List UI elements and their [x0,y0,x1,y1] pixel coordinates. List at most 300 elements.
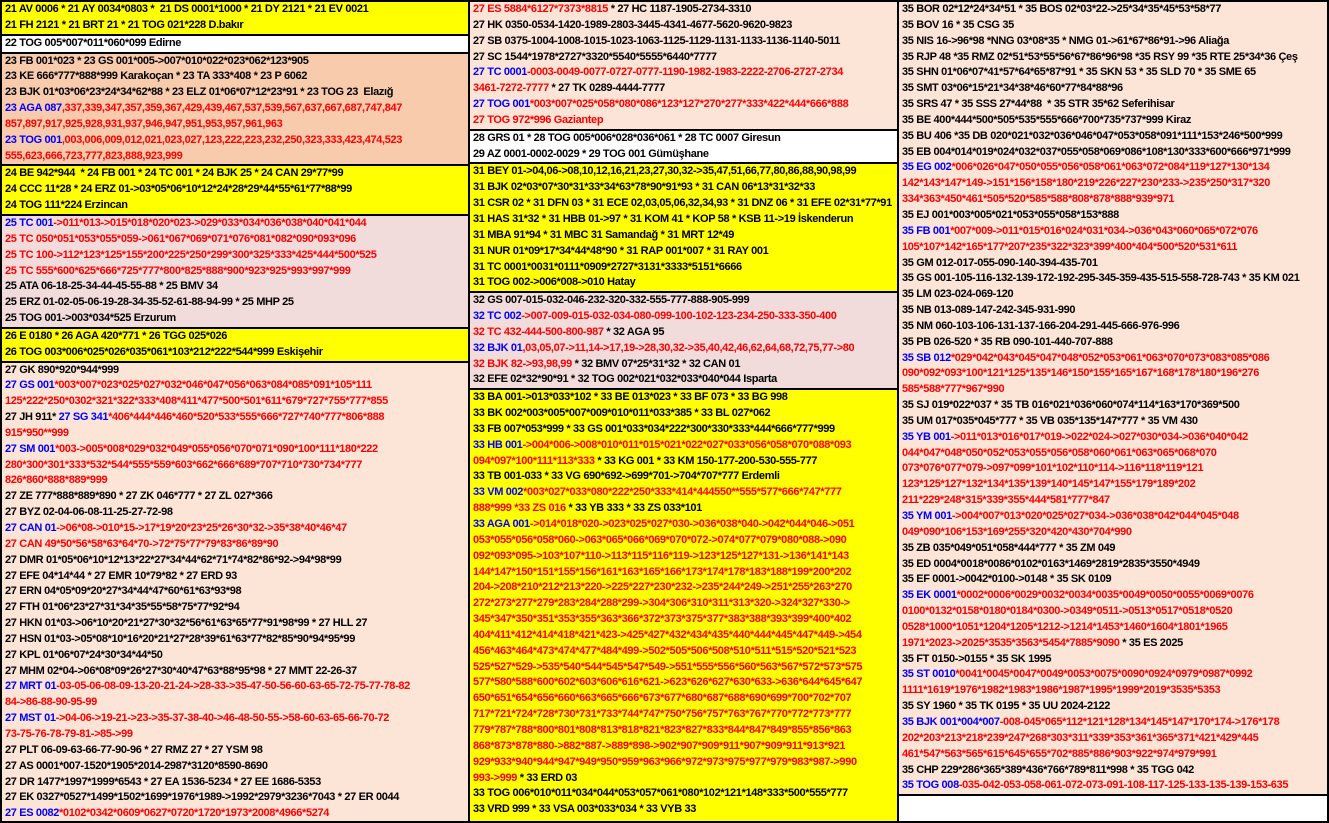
plate-row [899,747,1327,763]
plate-row [899,652,1327,668]
plate-row [2,101,468,117]
plate-segment: 525*527*529->535*540*544*545*547*549->551*555*556*560*563*567*572*573*575 [473,660,863,673]
plate-row [2,198,468,214]
column-3 [899,2,1327,821]
plate-row [470,517,897,533]
plate-segment: *007*009->011*015*016*024*031*034->036*043*060*065*072*076 [950,224,1258,237]
province-block [899,796,1327,821]
plate-row [2,54,468,70]
plate-row [470,422,897,438]
plate-row [470,644,897,660]
plate-row [899,683,1327,699]
plate-segment: 27 PLT 06-09-63-66-77-90-96 * 27 RMZ 27 * 27 YSM 98 [5,743,263,756]
plate-row [470,691,897,707]
plate-segment: 27 SM 001 [5,442,56,455]
plate-row [899,34,1327,50]
plate-segment: *0041*0045*0047*0049*0053*0075*0090*0924*0979*0987*0992 [955,668,1253,681]
plate-segment: 35 ST 0010 [902,668,956,681]
plate-segment: -008-045*065*112*121*128*134*145*147*170*174->176*178 [999,715,1280,728]
plate-row [470,739,897,755]
plate-segment: -035-042-053-058-061-072-073-091-108-117-125-133-135-139-153-635 [958,779,1289,792]
plate-row [899,351,1327,367]
plate-row [2,584,468,600]
plate-row [899,129,1327,145]
plate-segment: 27 TOG 001 [473,98,530,111]
plate-segment: 461*547*563*565*615*645*655*702*885*886*903*922*974*979*991 [902,747,1217,760]
plate-segment: 84->86-88-90-95-99 [5,696,97,709]
plate-row [470,293,897,309]
plate-row [899,366,1327,382]
plate-row [899,509,1327,525]
plate-row [470,275,897,291]
plate-row [2,149,468,165]
plate-row [2,410,468,426]
plate-segment: 31 TC 0001*0031*0111*0909*2727*3131*3333*5151*6666 [473,260,742,273]
plate-row [470,660,897,676]
plate-segment: 090*092*093*100*121*125*135*146*150*155*165*167*168*178*180*196*276 [902,367,1260,380]
province-block [2,54,468,167]
plate-segment: ->011*013*016*017*019->022*024->027*030*034->036*040*042 [950,430,1248,443]
plate-segment: 1971*2023->2025*3535*3563*5454*7885*9090 [902,636,1120,649]
province-block [470,293,897,390]
plate-row [899,192,1327,208]
plate-row [2,232,468,248]
plate-row [470,755,897,771]
plate-segment: * 32 AGA 95 [603,325,665,338]
plate-segment: 27 FTH 01*06*23*27*31*34*35*55*58*75*77*92*94 [5,601,240,614]
plate-row [2,648,468,664]
plate-segment: 33 FB 007*053*999 * 33 GS 001*033*034*222*300*330*333*444*666*777*999 [473,422,835,435]
province-block [899,2,1327,796]
plate-segment: 35 BE 400*444*500*505*535*555*666*700*735*737*999 Kiraz [902,113,1192,126]
plate-segment: 35 SHN 01*06*07*41*57*64*65*87*91 * 35 SKN 53 * 35 SLD 70 * 35 SME 65 [902,66,1256,79]
plate-segment: 27 SC 1544*1978*2727*3320*5540*5555*6440*7777 [473,50,717,63]
province-block [2,216,468,329]
plate-row [2,759,468,775]
plate-segment: 27 HKN 01*03->06*10*20*21*27*30*32*56*61*63*65*77*91*98*99 * 27 HLL 27 [5,617,368,630]
plate-row [2,600,468,616]
plate-row [899,715,1327,731]
plate-row [899,382,1327,398]
province-block [470,390,897,821]
plate-row [470,244,897,260]
plate-segment: 053*055*056*058*060->063*065*066*069*070*072->074*077*079*080*088->090 [473,533,847,546]
plate-segment: 35 FB 001 [902,224,951,237]
plate-segment: 993->999 [473,771,517,784]
plate-row [470,438,897,454]
plate-row [470,501,897,517]
plate-row [899,430,1327,446]
plate-segment: 27 GS 001 [5,379,55,392]
plate-row [899,65,1327,81]
plate-segment: -03-05-06-08-09-13-20-21-24->28-33->35-47-50-56-60-63-65-72-75-77-78-82 [56,680,410,693]
plate-row [470,565,897,581]
plate-segment: 27 EK 0327*0527*1499*1502*1699*1976*1989->1992*2979*3236*7043 * 27 ER 0044 [5,791,400,804]
plate-row [2,182,468,198]
plate-row [470,228,897,244]
plate-segment: 142*143*147*149->151*156*158*180*219*226*227*230*233->235*250*317*320 [902,177,1270,190]
plate-segment: 35 SB 012 [902,351,951,364]
plate-segment: 27 JH 911* [5,411,59,424]
plate-segment: *0102*0342*0609*0627*0720*1720*1973*2008*4966*5274 [59,807,330,820]
plate-row [899,557,1327,573]
plate-row [470,50,897,66]
plate-segment: 0528*1000*1051*1204*1205*1212->1214*1453*1460*1604*1801*1965 [902,620,1228,633]
plate-segment: 35 EK 0001 [902,589,957,602]
plate-segment: 929*933*940*944*947*949*950*959*963*966*972*973*975*977*979*983*987->990 [473,755,857,768]
plate-segment: 826*860*888*889*999 [5,474,108,487]
plate-segment: *029*042*043*045*047*048*052*053*061*063*070*073*083*085*086 [950,351,1270,364]
plate-row [899,763,1327,779]
plate-row [2,394,468,410]
plate-segment: 33 HB 001 [473,438,523,451]
plate-segment: 1111*1619*1976*1982*1983*1986*1987*1995*1999*2019*3535*5353 [902,684,1221,697]
plate-segment: 26 TOG 003*006*025*026*035*061*103*212*222*544*999 Eskişehir [5,345,323,358]
plate-segment: 27 ZE 777*888*889*890 * 27 ZK 046*777 * 27 ZL 027*366 [5,490,273,503]
plate-segment: 21 FH 2121 * 21 BRT 21 * 21 TOG 021*228 D.bakır [5,18,244,31]
plate-segment: * 32 BMV 07*25*31*32 * 32 CAN 01 [571,357,741,370]
plate-row [899,208,1327,224]
plate-segment: 35 EG 002 [902,161,952,174]
plate-row [899,525,1327,541]
plate-segment: 650*651*654*656*660*663*665*666*673*677*680*687*688*690*699*700*702*707 [473,692,852,705]
plate-row [470,147,897,163]
plate-segment: 27 ES 5884*6127*7373*8815 [473,3,608,15]
plate-row [2,18,468,34]
plate-row [2,279,468,295]
plate-segment: 23 FB 001*023 * 23 GS 001*005->007*010*022*023*062*123*905 [5,54,309,67]
plate-row [899,160,1327,176]
plate-row [470,549,897,565]
plate-row [899,446,1327,462]
plate-segment: 31 MBA 91*94 * 31 MBC 31 Samandağ * 31 MRT 12*49 [473,228,734,241]
plate-segment: 33 BA 001->013*033*102 * 33 BE 013*023 * 33 BF 073 * 33 BG 998 [473,391,788,404]
plate-segment: 27 GK 890*920*944*999 [5,363,119,376]
province-block [2,166,468,216]
province-block [470,164,897,293]
plate-segment: 25 TC 100->112*123*125*155*200*225*250*299*300*325*333*425*444*500*525 [5,248,377,261]
plate-segment: 35 NM 060-103-106-131-137-166-204-291-445-666-976-996 [902,319,1180,332]
plate-segment: 27 BYZ 02-04-06-08-11-25-27-72-98 [5,506,173,519]
plate-row [2,537,468,553]
plate-segment: 32 EFE 02*32*90*91 * 32 TOG 002*021*032*033*040*044 Isparta [473,373,777,386]
plate-row [899,81,1327,97]
plate-row [899,287,1327,303]
plate-segment: ->004*007*013*020*025*027*034->036*038*042*044*045*048 [951,510,1239,522]
plate-row [899,493,1327,509]
plate-segment: 144*147*150*151*155*156*161*163*165*166*173*174*178*183*188*199*200*202 [473,565,852,578]
plate-row [470,97,897,113]
plate-row [899,176,1327,192]
plate-segment: *003*027*033*080*222*250*333*414*444550**555*577*666*747*777 [523,486,842,499]
plate-segment: 35 GS 001-105-116-132-139-172-192-295-345-359-435-515-558-728-743 * 35 KM 021 [902,272,1300,285]
plate-segment: 35 BOR 02*12*24*34*51 * 35 BOS 02*03*22->25*34*35*45*53*58*77 [902,3,1222,15]
plate-segment: 31 HAS 31*32 * 31 HBB 01->97 * 31 KOM 41 * KOP 58 * KSB 11->19 İskenderun [473,212,854,225]
plate-row [470,113,897,129]
plate-row [470,131,897,147]
plate-segment: * 35 ES 2025 [1119,636,1183,649]
plate-row [899,271,1327,287]
plate-row [2,727,468,743]
plate-row [2,521,468,537]
plate-row [2,473,468,489]
plate-row [899,796,1327,812]
plate-segment: 24 CCC 11*28 * 24 ERZ 01->03*05*06*10*12*24*28*29*44*55*61*77*88*99 [5,183,352,196]
plate-segment: 334*363*450*461*505*520*585*588*808*878*888*939*971 [902,193,1175,206]
plate-row [899,731,1327,747]
plate-segment: 27 ES 0082 [5,807,59,820]
plate-segment: 27 TOG 972*996 Gaziantep [473,113,604,126]
plate-row [899,2,1327,18]
plate-row [470,802,897,818]
plate-segment: 585*588*777*967*990 [902,383,1005,396]
plate-row [2,775,468,791]
plate-segment: 32 TC 432-444-500-800-987 [473,325,604,338]
plate-row [470,596,897,612]
plate-segment: 27 CAN 49*50*56*58*63*64*70->72*75*77*79*83*86*89*90 [5,537,279,550]
plate-row [2,329,468,345]
plate-segment: 857,897,917,925,928,931,937,946,947,951,953,957,961,963 [5,117,283,130]
plate-segment: 35 ED 0004*0018*0086*0102*0163*1469*2819*2835*3550*4949 [902,557,1200,570]
plate-segment: 35 FT 0150->0155 * 35 SK 1995 [902,652,1052,665]
plate-segment: * 27 TK 0289-4444-7777 [548,82,665,95]
plate-row [470,707,897,723]
plate-row [470,65,897,81]
plate-segment: 105*107*142*165*177*207*235*322*323*399*400*404*500*520*531*611 [902,240,1238,253]
plate-row [899,145,1327,161]
plate-row [2,166,468,182]
plate-row [2,489,468,505]
plate-segment: 35 ZB 035*049*051*058*444*777 * 35 ZM 049 [902,541,1116,554]
plate-row [899,18,1327,34]
plate-segment: 0100*0132*0158*0180*0184*0300->0349*0511->0513*0517*0518*0520 [902,605,1233,618]
column-1 [2,2,470,821]
plate-row [470,260,897,276]
plate-segment: 779*787*788*800*801*808*813*818*821*823*827*833*844*847*849*855*856*863 [473,723,852,736]
plate-row [899,699,1327,715]
plate-segment: 31 NUR 01*09*17*34*44*48*90 * 31 RAP 001*007 * 31 RAY 001 [473,244,769,257]
plate-segment: 35 BJK 001*004*007 [902,715,1000,728]
plate-segment: 35 SY 1960 * 35 TK 0195 * 35 UU 2024-2122 [902,700,1111,713]
plate-row [470,164,897,180]
plate-row [2,695,468,711]
plate-segment: 555,623,666,723,777,823,888,923,999 [5,149,183,162]
plate-segment: *406*444*446*460*520*533*555*666*727*740*777*806*888 [108,411,385,424]
plate-segment: 27 MST 01 [5,712,56,725]
plate-row [2,295,468,311]
plate-segment: * 33 YB 333 * 33 ZS 033*101 [565,502,702,515]
plate-row [2,632,468,648]
plate-row [2,426,468,442]
plate-row [899,303,1327,319]
plate-segment: 24 BE 942*944 * 24 FB 001 * 24 TC 001 * 24 BJK 25 * 24 CAN 29*77*99 [5,167,344,180]
plate-row [899,97,1327,113]
plate-row [470,580,897,596]
plate-segment: 044*047*048*050*052*053*055*056*058*060*061*063*065*068*070 [902,446,1217,459]
plate-segment: 35 SMT 03*06*15*21*34*38*46*60*77*84*88*96 [902,82,1123,95]
plate-segment: 27 SB 0375-1004-1008-1015-1023-1063-1125-1129-1131-1133-1136-1140-5011 [473,34,840,47]
plate-segment: 35 EF 0001->0042*0100->0148 * 35 SK 0109 [902,573,1112,586]
plate-segment: ->06*08->010*15->17*19*20*23*25*26*30*32->35*38*40*46*47 [56,522,347,534]
plate-segment: 202*203*213*218*239*247*268*303*311*339*353*361*365*371*421*429*445 [902,731,1259,744]
column-2 [470,2,899,821]
plate-row [899,113,1327,129]
plate-segment: 27 ERN 04*05*09*20*27*34*44*47*60*61*63*93*98 [5,585,242,598]
plate-segment: 33 AGA 001 [473,518,530,530]
plate-segment: 25 TC 555*600*625*666*725*777*800*825*888*900*923*925*993*997*999 [5,264,351,277]
plate-segment: 456*463*464*473*474*477*484*499->502*505*506*508*510*511*515*520*521*523 [473,644,857,657]
plate-segment: 26 E 0180 * 26 AGA 420*771 * 26 TGG 025*026 [5,329,228,342]
plate-segment: 35 NB 013-089-147-242-345-931-990 [902,304,1076,317]
plate-segment: 35 SRS 47 * 35 SSS 27*44*88 * 35 STR 35*62 Seferihisar [902,98,1175,111]
plate-segment: 35 BOV 16 * 35 CSG 35 [902,18,1014,31]
plate-segment: 35 TOG 008 [902,779,959,792]
plate-row [470,325,897,341]
plate-segment: 868*873*878*880->882*887->889*898->902*907*909*911*907*909*911*913*921 [473,739,846,752]
plate-row [470,406,897,422]
plate-row [2,264,468,280]
plate-row [470,341,897,357]
plate-segment: 27 CAN 01 [5,522,57,534]
plate-segment: 25 ATA 06-18-25-34-44-45-55-88 * 25 BMV 34 [5,280,218,293]
plate-segment: 35 UM 017*035*045*777 * 35 VB 035*135*147*777 * 35 VM 430 [902,414,1198,427]
plate-segment: 092*093*095->103*107*110->113*115*116*119->123*125*127*131->136*141*143 [473,549,849,562]
plate-segment: 33 VRD 999 * 33 VSA 003*033*034 * 33 VYB 33 [473,803,697,816]
plate-row [899,414,1327,430]
plate-row [2,679,468,695]
plate-row [899,477,1327,493]
plate-segment: ,003,006,009,012,021,023,027,123,222,223,232,250,323,333,423,474,523 [61,133,403,146]
plate-segment: 23 TOG 001 [5,133,62,146]
plate-segment: 272*273*277*279*283*284*288*299->304*306*310*311*313*320->324*327*330-> [473,597,850,610]
plate-segment: 3461-7272-7777 [473,82,549,95]
plate-segment: 094*097*100*111*113*333 [473,454,595,467]
plate-segment: ->014*018*020->023*025*027*030->036*038*040->042*044*046->051 [529,518,855,530]
plate-row [2,69,468,85]
plate-row [470,723,897,739]
plate-segment: 32 GS 007-015-032-046-232-320-332-555-777-888-905-999 [473,294,750,307]
plate-row [2,216,468,232]
plate-row [2,363,468,379]
plate-segment: 35 GM 012-017-055-090-140-394-435-701 [902,256,1098,269]
plate-segment: 35 RJP 48 *35 RMZ 02*51*53*55*56*67*86*96*98 *35 RSY 99 *35 RTE 25*34*36 Çeş [902,50,1298,63]
plate-row [470,309,897,325]
plate-row [899,461,1327,477]
province-block [2,363,468,821]
plate-row [470,212,897,228]
plate-segment: *0002*0006*0029*0032*0034*0035*0049*0050*0055*0069*0076 [956,589,1254,602]
plate-row [2,248,468,264]
plate-row [899,572,1327,588]
plate-row [470,469,897,485]
province-block [2,329,468,363]
plate-segment: 23 AGA 087 [5,102,62,115]
plate-segment: 35 SJ 019*022*037 * 35 TB 016*021*036*060*074*114*163*170*369*500 [902,399,1240,412]
plate-segment: 32 BJK 01 [473,341,523,354]
plate-row [470,390,897,406]
plate-segment: 27 TC 0001 [473,66,527,79]
plate-segment: * 27 HC 1187-1905-2734-3310 [608,3,752,15]
plate-segment: 35 YM 001 [902,510,952,522]
plate-row [899,256,1327,272]
plate-row [2,442,468,458]
plate-segment: *003->005*008*029*032*049*055*056*070*071*090*100*111*180*222 [55,442,378,455]
plate-row [470,612,897,628]
plate-row [899,335,1327,351]
plate-segment: 23 BJK 01*03*06*23*24*34*62*88 * 23 ELZ 01*06*07*12*23*91 * 23 TOG 23 Elazığ [5,86,394,99]
plate-row [2,616,468,632]
plate-segment: ->004*006->008*010*011*015*021*022*027*033*056*058*070*088*093 [522,438,852,451]
plate-row [2,806,468,821]
plate-segment: 35 EJ 001*003*005*021*053*055*058*153*888 [902,208,1119,221]
plate-row [470,34,897,50]
plate-segment: 33 BK 002*003*005*007*009*010*011*033*385 * 33 BL 027*062 [473,407,771,420]
plate-segment: 32 BJK 82->93,98,99 [473,357,572,370]
plate-row [470,357,897,373]
plate-row [470,533,897,549]
plate-segment: 345*347*350*351*353*355*363*366*372*373*375*377*383*388*393*399*400*402 [473,613,852,626]
plate-segment: 073*076*077*079->097*099*101*102*110*114->116*118*119*121 [902,462,1204,475]
plate-row [2,345,468,361]
plate-segment: * 33 KG 001 * 33 KM 150-177-200-530-555-777 [594,454,818,467]
plate-row [470,771,897,787]
plate-segment: 35 EB 004*014*019*024*032*037*055*058*069*086*108*130*333*600*666*971*999 [902,145,1291,158]
plate-row [2,85,468,101]
plate-segment: *003*007*023*025*027*032*046*047*056*063*084*085*091*105*111 [54,379,372,392]
plate-segment: 33 TB 001-033 * 33 VG 690*692->699*701->704*707*777 Erdemli [473,470,780,483]
plate-segment: 25 ERZ 01-02-05-06-19-28-34-35-52-61-88-94-99 * 25 MHP 25 [5,296,294,309]
plate-segment: 25 TC 050*051*053*055*059->061*067*069*071*076*081*082*090*093*096 [5,232,356,245]
plate-segment: 31 CSR 02 * 31 DFN 03 * 31 ECE 02,03,05,06,32,34,93 * 31 DNZ 06 * 31 EFE 02*31*77*91 [473,197,892,210]
plate-segment: 28 GRS 01 * 28 TOG 005*006*028*036*061 * 28 TC 0007 Giresun [473,131,781,144]
plate-segment: 049*090*106*153*169*255*320*420*430*704*990 [902,525,1132,538]
plate-row [899,636,1327,652]
plate-row [470,628,897,644]
plate-row [470,485,897,501]
plate-row [470,180,897,196]
plate-segment: 24 TOG 111*224 Erzincan [5,199,128,212]
plate-row [470,675,897,691]
plate-row [2,36,468,52]
plate-segment: 27 MHM 02*04->06*08*09*26*27*30*40*47*63*88*95*98 * 27 MMT 22-26-37 [5,664,357,677]
plate-segment: ,03,05,07->11,14->17,19->28,30,32->35,40,42,46,62,64,68,72,75,77->80 [522,341,855,354]
plate-segment: 32 TC 002 [473,310,522,323]
plate-segment: 27 MRT 01 [5,680,57,693]
plate-row [470,454,897,470]
plate-segment: 204->208*210*212*213*220->225*227*230*232->235*244*249->251*255*263*270 [473,581,852,594]
plate-segment: 23 KE 666*777*888*999 Karakoçan * 23 TA 333*408 * 23 P 6062 [5,70,308,83]
plate-segment: 125*222*250*0302*321*322*333*408*411*477*500*501*611*679*727*755*777*855 [5,395,388,408]
plate-segment: -0003-0049-0077-0727-0777-1190-1982-1983-2222-2706-2727-2734 [526,66,843,79]
plate-segment: 27 HSN 01*03->05*08*10*16*20*21*27*28*39*61*63*77*82*85*90*94*95*99 [5,632,355,645]
plate-segment: 25 TOG 001->003*034*525 Erzurum [5,312,176,325]
plate-row [899,778,1327,794]
plate-segment: 27 EFE 04*14*44 * 27 EMR 10*79*82 * 27 ERD 93 [5,569,237,582]
plate-segment: 33 VM 002 [473,486,524,499]
plate-segment: 717*721*724*728*730*731*733*744*747*750*756*757*763*767*770*772*773*777 [473,708,852,721]
province-block [470,131,897,165]
province-block [2,2,468,36]
plate-row [899,50,1327,66]
plate-segment: 27 HK 0350-0534-1420-1989-2803-3445-4341-4677-5620-9620-9823 [473,18,793,31]
plate-segment: 21 AV 0006 * 21 AY 0034*0803 * 21 DS 0001*1000 * 21 DY 2121 * 21 EV 0021 [5,3,369,15]
plate-segment: 35 LM 023-024-069-120 [902,288,1014,301]
plate-row [470,2,897,18]
plate-segment: 915*950**999 [5,426,69,439]
plate-segment: 35 NIS 16->96*98 *NNG 03*08*35 * NMG 01->61*67*86*91->96 Aliağa [902,34,1230,47]
plate-row [899,588,1327,604]
plate-row [2,664,468,680]
